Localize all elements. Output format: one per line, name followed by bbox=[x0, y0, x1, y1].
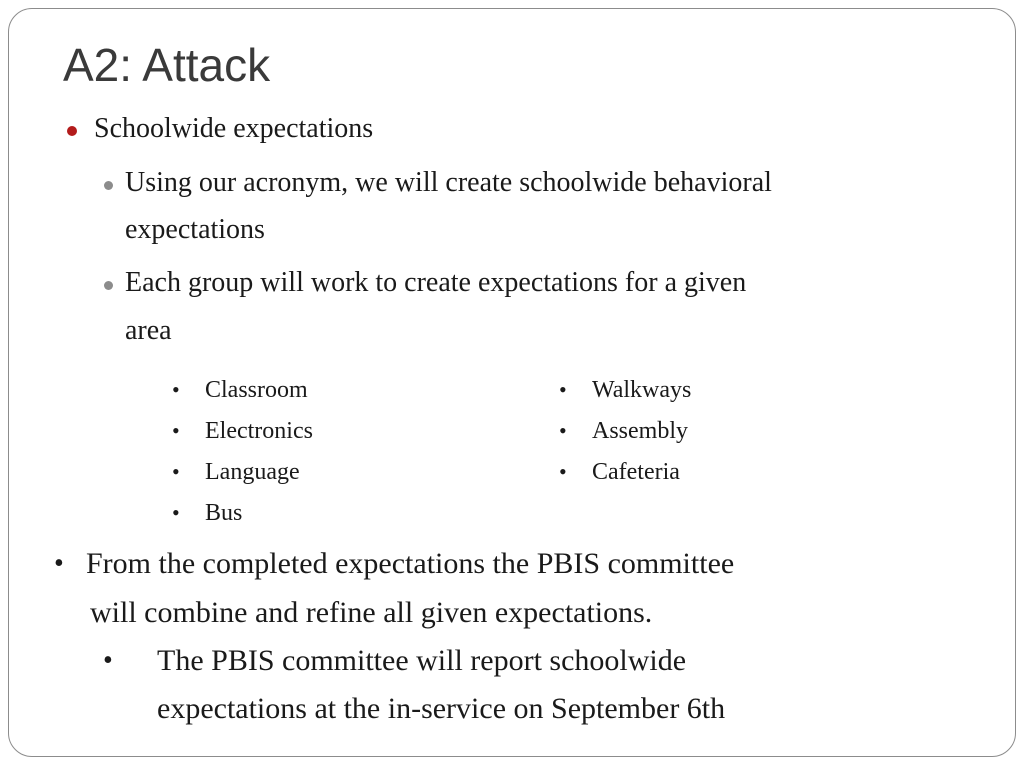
level2-item-1-line1: Using our acronym, we will create schoolwide behavioral bbox=[125, 167, 772, 198]
list-item: Classroom bbox=[205, 377, 308, 403]
level2-bullet-icon bbox=[104, 181, 113, 190]
level1-bullet-icon bbox=[67, 126, 77, 136]
list-bullet-icon: • bbox=[559, 377, 567, 402]
level1-text: Schoolwide expectations bbox=[94, 113, 374, 144]
list-item: Language bbox=[205, 459, 300, 485]
bottom-sub-line1: The PBIS committee will report schoolwide bbox=[157, 644, 687, 677]
slide-title: A2: Attack bbox=[63, 39, 271, 91]
list-bullet-icon: • bbox=[172, 500, 180, 525]
list-item: Walkways bbox=[592, 377, 692, 403]
list-item: Bus bbox=[205, 500, 243, 526]
bottom-bullet-icon: • bbox=[54, 548, 64, 579]
level2-bullet-icon bbox=[104, 281, 113, 290]
bottom-sub-line2: expectations at the in-service on September 6th bbox=[157, 692, 726, 725]
bottom-bullet-line1: From the completed expectations the PBIS committee bbox=[86, 547, 735, 580]
list-bullet-icon: • bbox=[172, 418, 180, 443]
list-item: Electronics bbox=[205, 418, 313, 444]
list-bullet-icon: • bbox=[172, 459, 180, 484]
bottom-bullet-line2: will combine and refine all given expectations. bbox=[90, 596, 653, 629]
list-bullet-icon: • bbox=[559, 459, 567, 484]
level2-item-2-line2: area bbox=[125, 315, 172, 346]
list-item: Cafeteria bbox=[592, 459, 680, 485]
list-bullet-icon: • bbox=[172, 377, 180, 402]
level2-item-1-line2: expectations bbox=[125, 214, 265, 245]
bottom-sub-bullet-icon: • bbox=[103, 645, 113, 676]
level2-item-2-line1: Each group will work to create expectations for a given bbox=[125, 267, 747, 298]
list-item: Assembly bbox=[592, 418, 688, 444]
list-bullet-icon: • bbox=[559, 418, 567, 443]
